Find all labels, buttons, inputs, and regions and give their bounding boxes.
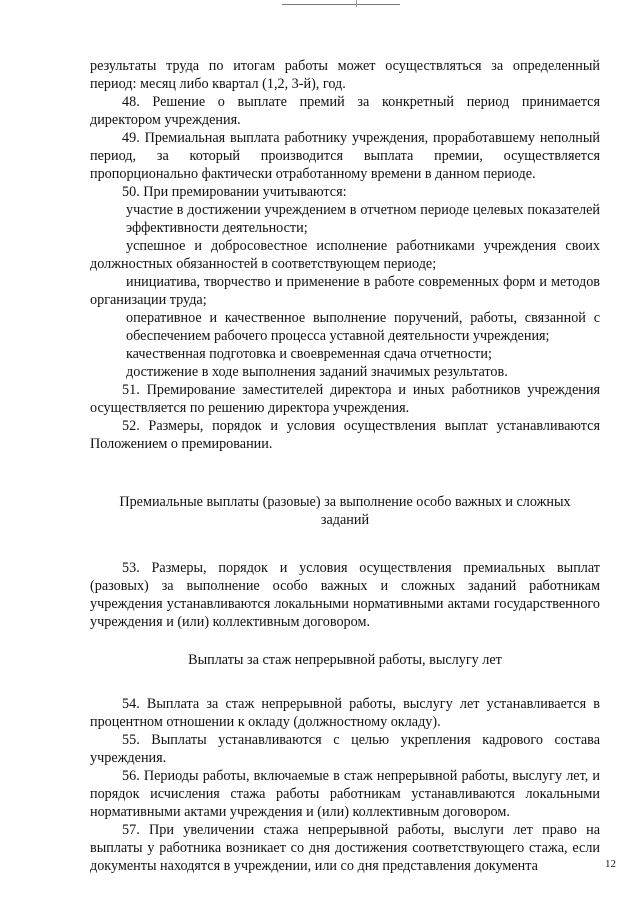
paragraph-50: 50. При премировании учитываются: (122, 184, 347, 200)
paragraph-continuation: результаты труда по итогам работы может осуществляться за определенный период: месяц либо квартал (1,2, 3-й), год. (90, 58, 600, 92)
binding-tick (356, 0, 357, 7)
criterion-item: качественная подготовка и своевременная сдача отчетности; (126, 346, 492, 362)
binding-mark (282, 0, 400, 5)
criterion-item: оперативное и качественное выполнение поручений, работы, связанной с обеспечением рабочего процесса уставной деятельности учреждения; (126, 310, 600, 344)
paragraph-52: 52. Размеры, порядок и условия осуществления выплат устанавливаются Положением о премировании. (90, 418, 600, 452)
criterion-item: достижение в ходе выполнения заданий значимых результатов. (126, 364, 508, 380)
paragraph-57: 57. При увеличении стажа непрерывной работы, выслуги лет право на выплаты у работника возникает со дня достижения соответствующего стажа, если документы находятся в учреждении, или со дня представления документа (90, 822, 600, 874)
section-heading-premium-payments: Премиальные выплаты (разовые) за выполнение особо важных и сложных заданий (119, 494, 571, 528)
paragraph-48: 48. Решение о выплате премий за конкретный период принимается директором учреждения. (90, 94, 600, 128)
paragraph-53: 53. Размеры, порядок и условия осуществления премиальных выплат (разовых) за выполнение особо важных и сложных заданий работникам учреждения устанавливаются локальными нормативными актами государственного учреждения и (или) коллективным договором. (90, 560, 600, 630)
paragraph-54: 54. Выплата за стаж непрерывной работы, выслугу лет устанавливается в процентном отношении к окладу (должностному окладу). (90, 696, 600, 730)
document-body (90, 57, 600, 875)
section-heading-seniority-payments: Выплаты за стаж непрерывной работы, выслугу лет (188, 652, 502, 668)
criterion-item: инициатива, творчество и применение в работе современных форм и методов организации труда; (90, 274, 600, 308)
paragraph-55: 55. Выплаты устанавливаются с целью укрепления кадрового состава учреждения. (90, 732, 600, 766)
criterion-item: успешное и добросовестное исполнение работниками учреждения своих должностных обязанностей в соответствующем периоде; (90, 238, 600, 272)
paragraph-56: 56. Периоды работы, включаемые в стаж непрерывной работы, выслугу лет, и порядок исчисления стажа работы работникам устанавливаются локальными нормативными актами учреждения и (или) коллективным договором. (90, 768, 600, 820)
criterion-item: участие в достижении учреждением в отчетном периоде целевых показателей эффективности деятельности; (126, 202, 600, 236)
page-number: 12 (605, 858, 616, 870)
paragraph-51: 51. Премирование заместителей директора и иных работников учреждения осуществляется по решению директора учреждения. (90, 382, 600, 416)
paragraph-49: 49. Премиальная выплата работнику учреждения, проработавшему неполный период, за который производится выплата премии, осуществляется пропорционально фактически отработанному времени в данном периоде. (90, 130, 600, 182)
